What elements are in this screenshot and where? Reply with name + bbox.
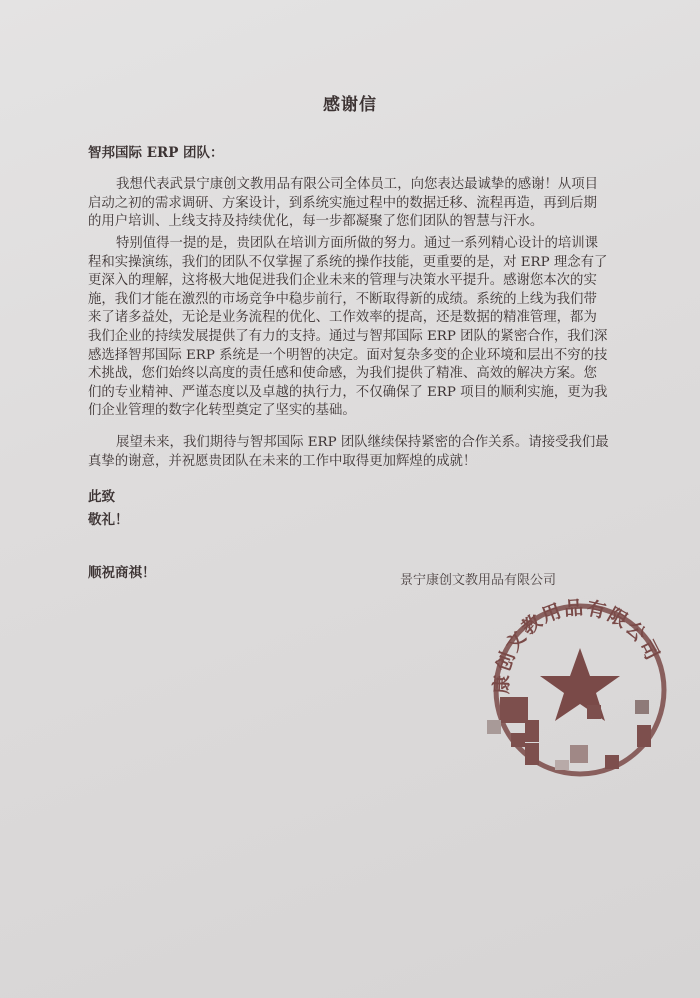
closing-regards: 顺祝商祺！ bbox=[88, 565, 156, 581]
closing-2: 敬礼！ bbox=[88, 512, 129, 528]
paragraph-3 bbox=[88, 434, 618, 471]
paragraph-2 bbox=[88, 235, 618, 421]
text-line: 更深入的理解，这将极大地促进我们企业未来的管理与决策水平提升。感谢您本次的实 bbox=[88, 273, 597, 289]
seal-text: 康创文教用品有限公司 bbox=[490, 596, 665, 695]
text-line: 们的专业精神、严谨态度以及卓越的执行力，不仅确保了 ERP 项目的顺利实施，更为我 bbox=[88, 384, 608, 400]
text-line: 感选择智邦国际 ERP 系统是一个明智的决定。面对复杂多变的企业环境和层出不穷的技 bbox=[88, 347, 608, 363]
text-line: 来了诸多益处，无论是业务流程的优化、工作效率的提高，还是数据的精准管理，都为 bbox=[88, 310, 597, 326]
text-line: 们企业管理的数字化转型奠定了坚实的基础。 bbox=[88, 403, 356, 419]
text-line: 展望未来，我们期待与智邦国际 ERP 团队继续保持紧密的合作关系。请接受我们最 bbox=[116, 435, 609, 450]
salutation: 智邦国际 ERP 团队： bbox=[88, 145, 224, 161]
text-line: 启动之初的需求调研、方案设计，到系统实施过程中的数据迁移、流程再造，再到后期 bbox=[88, 195, 597, 211]
text-line: 的用户培训、上线支持及持续优化，每一步都凝聚了您们团队的智慧与汗水。 bbox=[88, 214, 544, 230]
text-line: 我们企业的持续发展提供了有力的支持。通过与智邦国际 ERP 团队的紧密合作，我们深 bbox=[88, 328, 608, 344]
text-line: 术挑战，您们始终以高度的责任感和使命感，为我们提供了精准、高效的解决方案。您 bbox=[88, 366, 597, 382]
letter-title: 感谢信 bbox=[323, 95, 377, 115]
text-line: 程和实操演练，我们的团队不仅掌握了系统的操作技能，更重要的是，对 ERP 理念有了 bbox=[88, 254, 608, 270]
closing-1: 此致 bbox=[88, 489, 115, 505]
star-icon bbox=[540, 648, 620, 721]
text-line: 特别值得一提的是，贵团队在培训方面所做的努力。通过一系列精心设计的培训课 bbox=[116, 236, 599, 251]
text-line: 施，我们才能在激烈的市场竞争中稳步前行，不断取得新的成绩。系统的上线为我们带 bbox=[88, 291, 597, 307]
signature: 景宁康创文教用品有限公司 bbox=[400, 573, 557, 588]
text-line: 我想代表武景宁康创文教用品有限公司全体员工，向您表达最诚挚的感谢！从项目 bbox=[116, 177, 599, 192]
paragraph-1 bbox=[88, 176, 618, 232]
text-line: 真挚的谢意，并祝愿贵团队在未来的工作中取得更加辉煌的成就！ bbox=[88, 453, 477, 469]
